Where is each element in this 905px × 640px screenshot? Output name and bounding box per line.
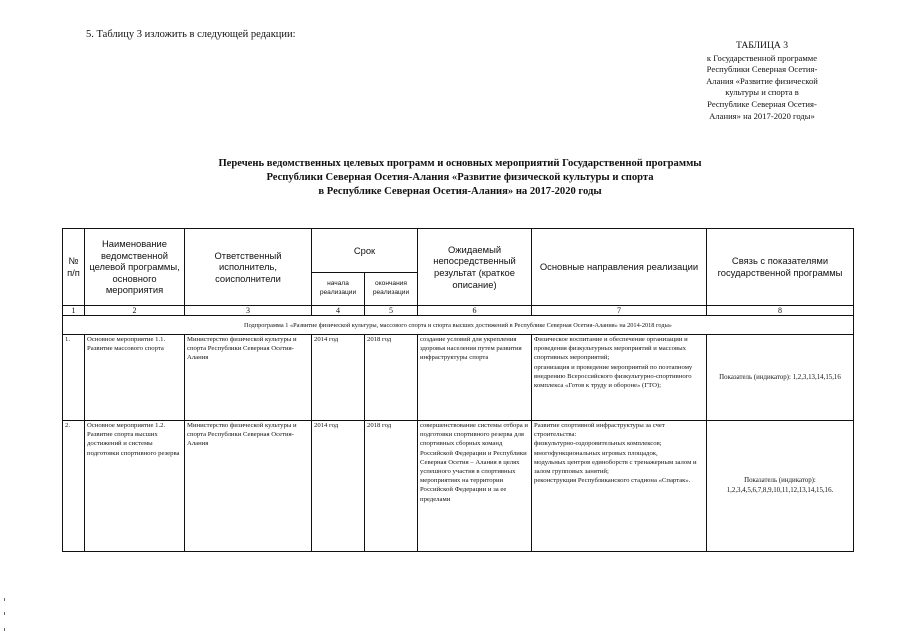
title-line: в Республике Северная Осетия-Алания» на 2017-2020 годы	[318, 185, 602, 197]
table-reference-line: Алания «Развитие физической	[706, 75, 818, 86]
header-link: Связь с показателями государственной программы	[707, 229, 854, 306]
direction-item: реконструкция Республиканского стадиона «Спартак».	[534, 477, 691, 485]
row-directions	[532, 335, 707, 421]
direction-item: многофункциональных игровых площадок,	[534, 449, 658, 457]
column-number: 8	[707, 306, 854, 316]
header-term: Срок	[312, 229, 418, 273]
row-executor: Министерство физической культуры и спорта Республики Северная Осетия-Алания	[185, 335, 312, 421]
column-number: 4	[312, 306, 365, 316]
column-number: 6	[418, 306, 532, 316]
programs-table	[62, 228, 854, 552]
row-number: 1.	[63, 335, 85, 421]
subprogram-heading: Подпрограмма 1 «Развитие физической культуры, массового спорта и спорта высших достижений в Республике Северная Осетия-Алания» на 2014-2018 годы»	[63, 316, 854, 335]
header-result: Ожидаемый непосредственный результат (краткое описание)	[418, 229, 532, 306]
column-number: 5	[365, 306, 418, 316]
header-start: начала реализации	[312, 273, 365, 306]
intro-text: 5. Таблицу 3 изложить в следующей редакции:	[86, 29, 296, 40]
scan-mark	[4, 598, 5, 601]
row-result: создание условий для укрепления здоровья населения путем развития инфраструктуры спорта	[418, 335, 532, 421]
table-reference-block	[667, 40, 857, 122]
header-end: окончания реализации	[365, 273, 418, 306]
row-result: совершенствование системы отбора и подготовки спортивного резерва для спортивных сборных команд Российской Федерации и Республики Северная Осетия – Алания в целях успешного участия в спортивных мероприятиях на территории Российской Федерации и за ее пределами	[418, 421, 532, 552]
table-reference-heading: ТАБЛИЦА 3	[735, 40, 789, 51]
scan-mark	[4, 628, 5, 631]
row-name: Основное мероприятие 1.2. Развитие спорта высших достижений и системы подготовки спортивного резерва	[85, 421, 185, 552]
table-reference-line: Алания» на 2017-2020 годы»	[709, 110, 815, 121]
column-number: 7	[532, 306, 707, 316]
row-executor: Министерство физической культуры и спорта Республики Северная Осетия-Алания	[185, 421, 312, 552]
row-indicator: Показатель (индикатор): 1,2,3,13,14,15,16	[707, 335, 854, 421]
header-directions: Основные направления реализации	[532, 229, 707, 306]
row-start: 2014 год	[312, 335, 365, 421]
direction-item: организация и проведение мероприятий по поэтапному внедрению Всероссийского физкультурно-спортивного комплекса «Готов к труду и обороне» (ГТО);	[534, 363, 693, 390]
row-start: 2014 год	[312, 421, 365, 552]
table-reference-line: культуры и спорта в	[725, 87, 799, 98]
direction-item: модульных центров единоборств с тренажерным залом и залом групповых занятий;	[534, 458, 697, 476]
column-number: 2	[85, 306, 185, 316]
direction-item: Физическое воспитание и обеспечение организации и проведения физкультурных мероприятий и массовых спортивных мероприятий;	[534, 336, 688, 362]
table-reference-line: Республики Северная Осетия-	[706, 64, 818, 75]
row-end: 2018 год	[365, 335, 418, 421]
title-line: Республики Северная Осетия-Алания «Развитие физической культуры и спорта	[266, 171, 654, 183]
table-row	[63, 421, 854, 552]
row-name: Основное мероприятие 1.1. Развитие массового спорта	[85, 335, 185, 421]
row-directions	[532, 421, 707, 552]
table-reference-line: к Государственной программе	[706, 52, 818, 63]
column-number: 3	[185, 306, 312, 316]
header-num: № п/п	[63, 229, 85, 306]
row-number: 2.	[63, 421, 85, 552]
table-row	[63, 335, 854, 421]
column-number: 1	[63, 306, 85, 316]
direction-item: Развитие спортивной инфраструктуры за счет строительства:	[534, 422, 665, 439]
header-executor: Ответственный исполнитель, соисполнители	[185, 229, 312, 306]
row-indicator: Показатель (индикатор): 1,2,3,4,5,6,7,8,9,10,11,12,13,14,15,16.	[707, 421, 854, 552]
title-line: Перечень ведомственных целевых программ и основных мероприятий Государственной программы	[218, 158, 702, 169]
row-end: 2018 год	[365, 421, 418, 552]
direction-item: физкультурно-оздоровительных комплексов;	[534, 440, 662, 448]
table-reference-line: Республике Северная Осетия-	[707, 98, 817, 109]
scan-mark	[4, 612, 5, 615]
header-name: Наименование ведомственной целевой программы, основного мероприятия	[85, 229, 185, 306]
document-title	[150, 157, 770, 198]
